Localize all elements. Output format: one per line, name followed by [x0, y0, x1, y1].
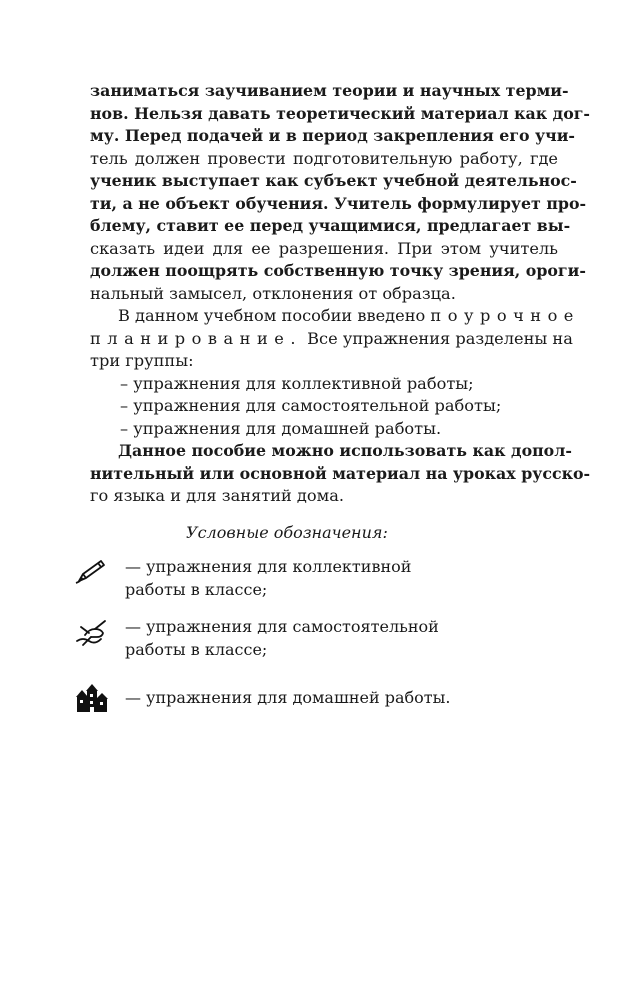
legend-text-line: работы в классе;: [125, 580, 268, 599]
paragraph1-line: тель должен провести подготовительную работу, где: [90, 148, 558, 168]
paragraph1-line: ти, а не объект обучения. Учитель формулирует про-: [90, 193, 587, 213]
legend-text: [125, 555, 485, 601]
paragraph1-line: нов. Нельзя давать теоретический материал как дог-: [90, 103, 590, 123]
paragraph2-line: три группы:: [90, 351, 194, 370]
paragraph1-line: му. Перед подачей и в период закрепления его учи-: [90, 126, 575, 145]
legend-text-line: — упражнения для самостоятельной: [125, 617, 439, 636]
legend-text-line: работы в классе;: [125, 640, 268, 659]
legend-text-line: — упражнения для домашней работы.: [125, 688, 451, 707]
paragraph1-line: заниматься заучиванием теории и научных терми-: [90, 81, 569, 100]
body-text: [90, 80, 591, 508]
paragraph2-start: В данном учебном пособии введено: [118, 306, 426, 325]
legend-text: [125, 615, 485, 661]
spaced-word: поурочное: [430, 306, 580, 325]
paragraph3-line: нительный или основной материал на уроках русско-: [90, 463, 591, 483]
spaced-word: планирование.: [90, 328, 302, 348]
paragraph1-line: должен поощрять собственную точку зрения, ороги-: [90, 261, 586, 280]
paragraph2-line: [90, 328, 573, 351]
legend-text: [125, 686, 485, 709]
list-item: – упражнения для домашней работы.: [120, 418, 442, 438]
paragraph1-line: блему, ставит ее перед учащимися, предлагает вы-: [90, 216, 571, 235]
paragraph3-line: го языка и для занятий дома.: [90, 486, 345, 505]
paragraph1-line: нальный замысел, отклонения от образца.: [90, 283, 456, 303]
list-item: – упражнения для коллективной работы;: [120, 373, 474, 393]
paragraph3-line: Данное пособие можно использовать как допол-: [118, 441, 572, 460]
paragraph1-line: сказать идеи для ее разрешения. При этом учитель: [90, 238, 558, 258]
house-icon: [75, 684, 109, 714]
list-item: – упражнения для самостоятельной работы;: [120, 396, 502, 415]
legend-text-line: — упражнения для коллективной: [125, 557, 412, 576]
legend-title: Условные обозначения:: [186, 523, 388, 542]
paragraph2-line: [90, 305, 580, 328]
paragraph1-line: ученик выступает как субъект учебной деятельнос-: [90, 171, 577, 190]
writing-hand-icon: [75, 619, 109, 649]
pencil-icon: [75, 557, 109, 587]
paragraph2-rest: Все упражнения разделены на: [307, 328, 573, 348]
